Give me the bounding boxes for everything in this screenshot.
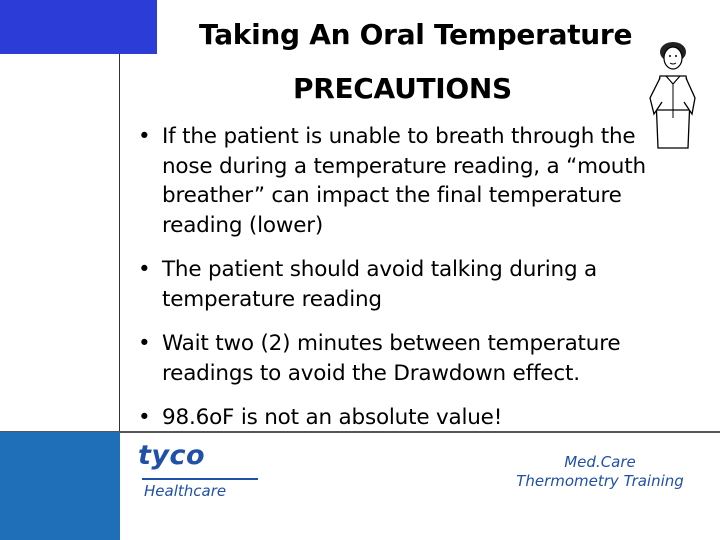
bullet-text: If the patient is unable to breath through the nose during a temperature reading, a “mouth breather” can impact the final temperature reading (lower): [162, 124, 646, 238]
bullet-dot: •: [138, 124, 151, 149]
slide-subtitle: PRECAUTIONS: [293, 72, 512, 105]
bullet-item: [136, 255, 656, 314]
healthcare-label: Healthcare: [144, 482, 227, 500]
left-divider: [119, 54, 120, 432]
bullet-text: Wait two (2) minutes between temperature readings to avoid the Drawdown effect.: [162, 331, 621, 386]
training-label: [510, 453, 690, 491]
training-line-2: Thermometry Training: [516, 472, 684, 490]
logo-underline: [142, 478, 258, 480]
bullet-text: The patient should avoid talking during a temperature reading: [162, 257, 598, 312]
bullet-item: [136, 122, 656, 240]
top-accent-block: [0, 0, 157, 54]
bullet-dot: •: [138, 405, 151, 430]
slide-title: Taking An Oral Temperature: [199, 18, 633, 51]
bullet-list: [136, 122, 656, 448]
bottom-accent-block: [0, 432, 120, 540]
tyco-logo: tyco: [138, 440, 206, 471]
bullet-text: 98.6oF is not an absolute value!: [162, 405, 503, 430]
bullet-item: [136, 329, 656, 388]
bullet-item: [136, 403, 656, 433]
training-line-1: Med.Care: [564, 453, 636, 471]
bullet-dot: •: [138, 331, 151, 356]
bullet-dot: •: [138, 257, 151, 282]
